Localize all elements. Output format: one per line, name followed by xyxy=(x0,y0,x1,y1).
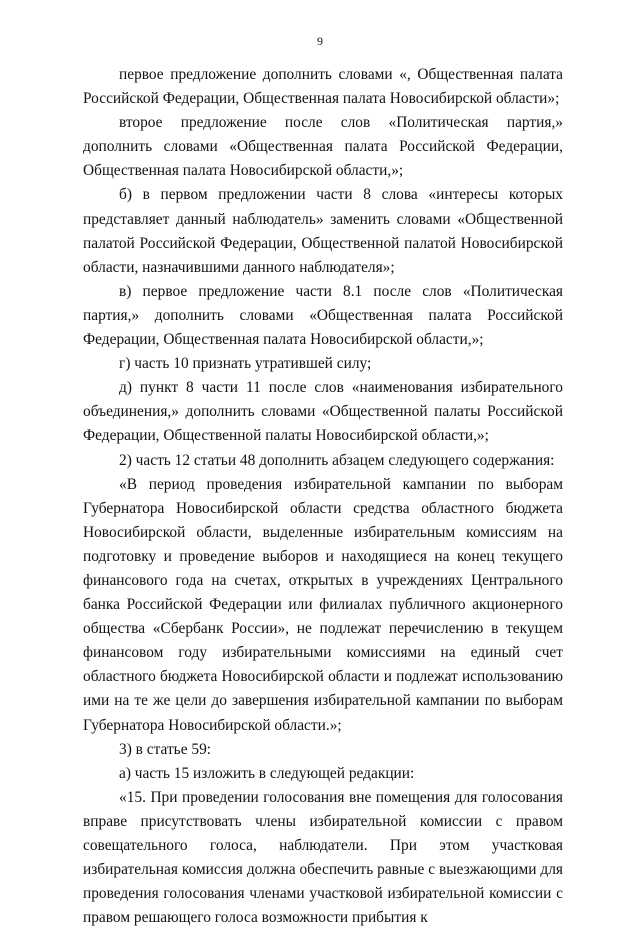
paragraph: 2) часть 12 статьи 48 дополнить абзацем следующего содержания: xyxy=(119,451,555,469)
paragraph: д) пункт 8 части 11 после слов «наименования избирательного объединения,» дополнить словами «Общественной палаты Российской Федерации, Общественной палаты Новосибирской области,»; xyxy=(83,379,563,445)
paragraph: г) часть 10 признать утратившей силу; xyxy=(119,355,372,373)
paragraph: «15. При проведении голосования вне помещения для голосования вправе присутствовать члены избирательной комиссии с правом совещательного голоса, наблюдатели. При этом участковая избирательная комиссия должна обеспечить равные с выезжающими для проведения голосования членами участковой избирательной комиссии с правом решающего голоса возможности прибытия к xyxy=(83,788,563,927)
paragraph: а) часть 15 изложить в следующей редакции: xyxy=(119,764,415,782)
paragraph: «В период проведения избирательной кампании по выборам Губернатора Новосибирской области средства областного бюджета Новосибирской области, выделенные избирательным комиссиям на подготовку и проведение выборов и находящиеся на конец текущего финансового года на счетах, открытых в учреждениях Центрального банка Российской Федерации или филиалах публичного акционерного общества «Сбербанк России», не подлежат перечислению в текущем финансовом году избирательными комиссиями на единый счет областного бюджета Новосибирской области и подлежат использованию ими на те же цели до завершения избирательной кампании по выборам Губернатора Новосибирской области.»; xyxy=(83,475,563,734)
paragraph: в) первое предложение части 8.1 после слов «Политическая партия,» дополнить словами «Общественная палата Российской Федерации, Общественная палата Новосибирской области,»; xyxy=(83,282,563,349)
page-number: 9 xyxy=(317,34,323,48)
document-body xyxy=(83,63,563,930)
paragraph: б) в первом предложении части 8 слова «интересы которых представляет данный наблюдатель» заменить словами «Общественной палатой Российской Федерации, Общественной палатой Новосибирской области, назначившими данного наблюдателя»; xyxy=(83,186,563,276)
paragraph: 3) в статье 59: xyxy=(119,740,212,758)
paragraph: первое предложение дополнить словами «, Общественная палата Российской Федерации, Общественная палата Новосибирской области»; xyxy=(83,66,563,108)
paragraph: второе предложение после слов «Политическая партия,» дополнить словами «Общественная палата Российской Федерации, Общественная палата Новосибирской области,»; xyxy=(83,114,563,180)
